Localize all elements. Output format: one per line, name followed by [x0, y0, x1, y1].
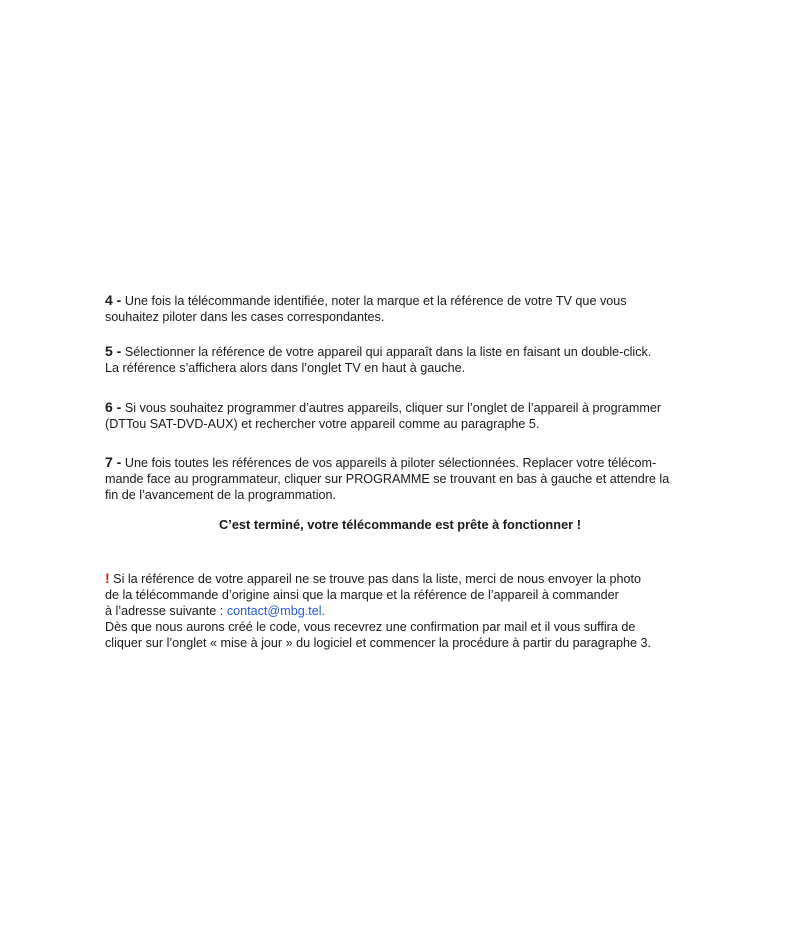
- exclamation-icon: !: [105, 570, 110, 586]
- step-6-line-2: (DTTou SAT-DVD-AUX) et rechercher votre appareil comme au paragraphe 5.: [105, 417, 540, 431]
- step-6-paragraph: [105, 399, 705, 432]
- conclusion-text: C’est terminé, votre télécommande est prête à fonctionner !: [219, 517, 581, 532]
- note-line-2: de la télécommande d’origine ainsi que la marque et la référence de l’appareil à commander: [105, 588, 619, 602]
- step-6-line-1: [105, 399, 705, 416]
- contact-email-link[interactable]: contact@mbg.tel.: [226, 604, 325, 618]
- step-7-line-1: [105, 454, 705, 471]
- step-5-line-1: [105, 343, 705, 360]
- step-4-text-1: Une fois la télécommande identifiée, noter la marque et la référence de votre TV que vous: [124, 294, 627, 308]
- step-4-line-1: [105, 292, 705, 309]
- step-5-number: 5 -: [105, 343, 122, 359]
- step-5-paragraph: [105, 343, 705, 376]
- note-line-1: [105, 570, 725, 587]
- note-line-5: cliquer sur l’onglet « mise à jour » du logiciel et commencer la procédure à partir du paragraphe 3.: [105, 636, 652, 650]
- step-4-paragraph: [105, 292, 705, 325]
- step-4-number: 4 -: [105, 292, 122, 308]
- note-paragraph: [105, 570, 725, 651]
- step-4-line-2: souhaitez piloter dans les cases correspondantes.: [105, 310, 385, 324]
- step-7-line-3: fin de l’avancement de la programmation.: [105, 488, 337, 502]
- note-line-3: [105, 603, 725, 619]
- step-6-text-1: Si vous souhaitez programmer d’autres appareils, cliquer sur l’onglet de l’appareil à programmer: [124, 401, 662, 415]
- step-7-text-1: Une fois toutes les références de vos appareils à piloter sélectionnées. Replacer votre télécom-: [124, 456, 657, 470]
- step-7-number: 7 -: [105, 454, 122, 470]
- step-7-paragraph: [105, 454, 705, 503]
- step-7-line-2: mande face au programmateur, cliquer sur PROGRAMME se trouvant en bas à gauche et attendre la: [105, 472, 670, 486]
- step-5-text-1: Sélectionner la référence de votre appareil qui apparaît dans la liste en faisant un double-click.: [124, 345, 652, 359]
- step-5-line-2: La référence s’affichera alors dans l’onglet TV en haut à gauche.: [105, 361, 466, 375]
- note-text-1: Si la référence de votre appareil ne se trouve pas dans la liste, merci de nous envoyer la photo: [113, 572, 642, 586]
- step-6-number: 6 -: [105, 399, 122, 415]
- note-address-label: à l’adresse suivante :: [105, 604, 227, 618]
- note-line-4: Dès que nous aurons créé le code, vous recevrez une confirmation par mail et il vous suffira de: [105, 620, 636, 634]
